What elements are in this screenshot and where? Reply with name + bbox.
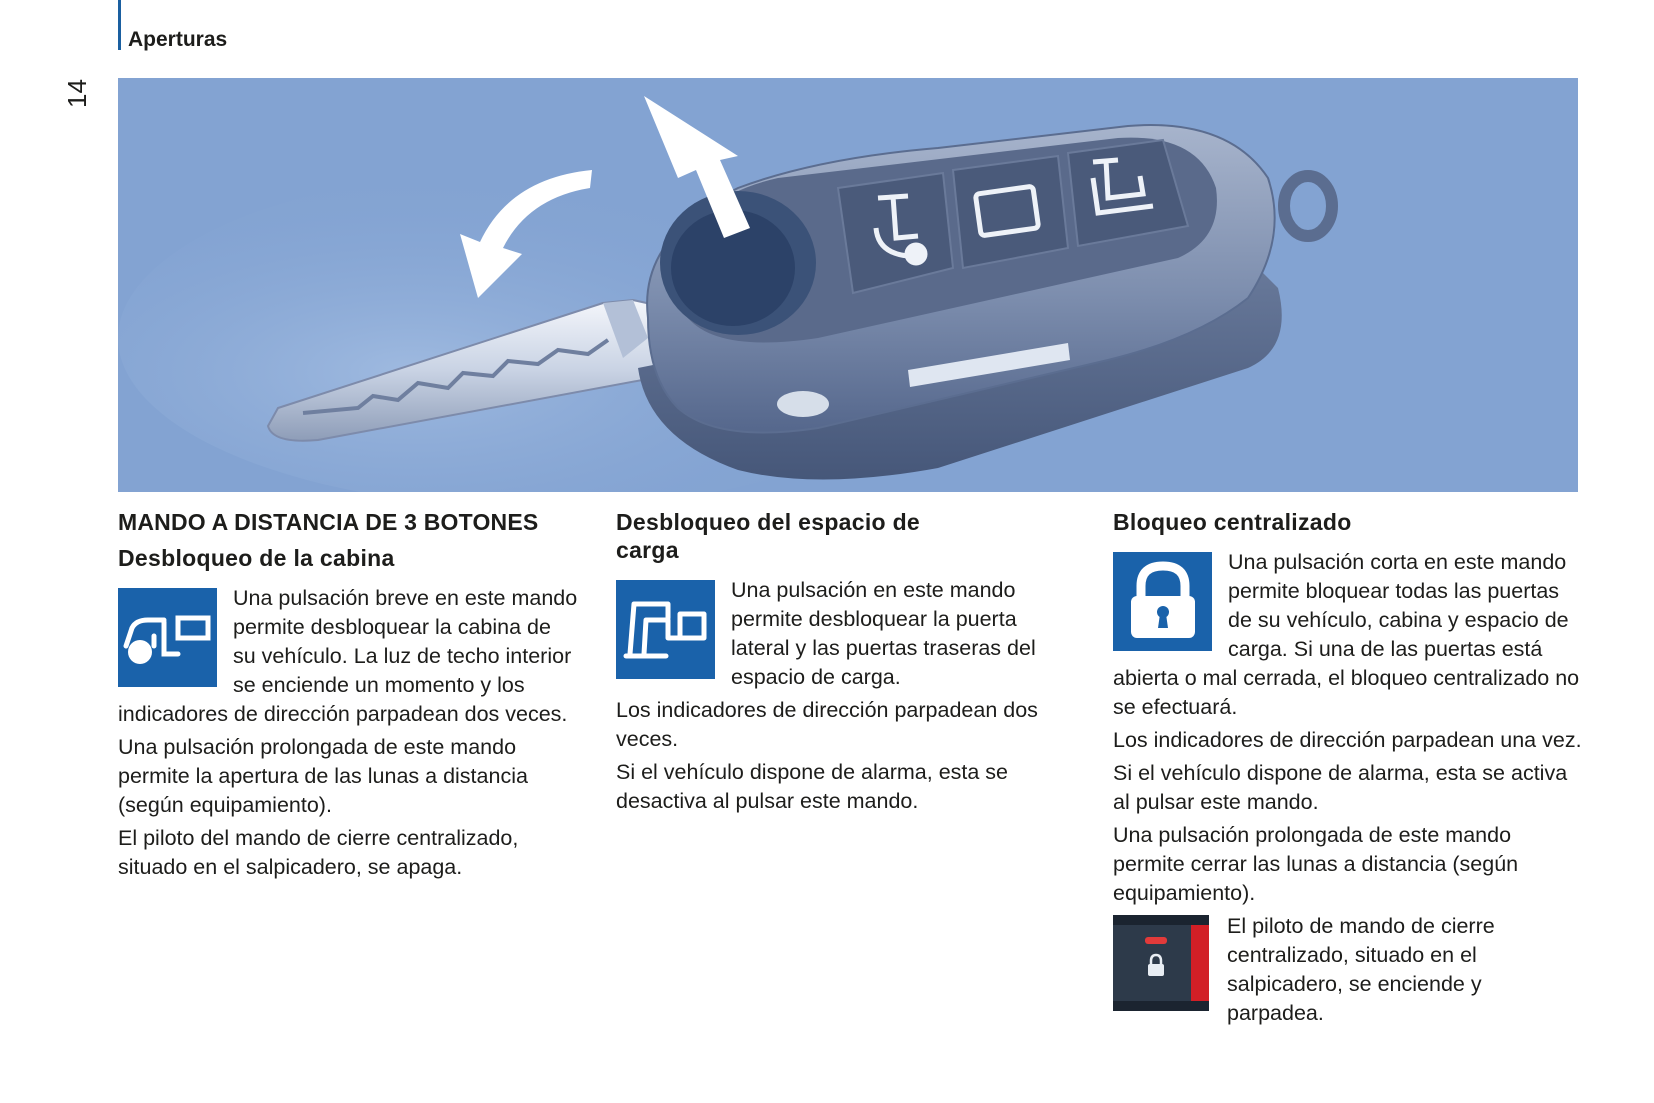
central-locking-heading: Bloqueo centralizado: [1113, 509, 1352, 535]
main-heading: MANDO A DISTANCIA DE 3 BOTONES: [118, 509, 539, 535]
cargo-unlock-paragraph-3: Si el vehículo dispone de alarma, esta se desactiva al pulsar este mando.: [616, 760, 1009, 813]
cab-unlock-paragraph-1: Una pulsación breve en este mando permite desbloquear la cabina de su vehículo. La luz de techo interior se enciende un momento y los indicadores de dirección parpadean dos veces.: [118, 586, 578, 726]
cargo-unlock-paragraph-2: Los indicadores de dirección parpadean dos veces.: [616, 698, 1038, 751]
cargo-unlock-paragraph-1: Una pulsación en este mando permite desbloquear la puerta lateral y las puertas traseras del espacio de carga.: [731, 578, 1036, 689]
cab-unlock-icon: [118, 588, 217, 687]
header-accent-bar: [118, 0, 121, 50]
column-cab-unlock: [118, 508, 578, 886]
cargo-unlock-heading: Desbloqueo del espacio de carga: [616, 509, 921, 563]
central-locking-paragraph-3: Si el vehículo dispone de alarma, esta se activa al pulsar este mando.: [1113, 761, 1568, 814]
central-locking-paragraph-5: El piloto de mando de cierre centralizado, situado en el salpicadero, se enciende y parpadea.: [1227, 914, 1495, 1025]
central-locking-paragraph-2: Los indicadores de dirección parpadean una vez.: [1113, 728, 1582, 752]
section-title: Aperturas: [128, 28, 228, 51]
cab-unlock-paragraph-2: Una pulsación prolongada de este mando permite la apertura de las lunas a distancia (según equipamiento).: [118, 735, 528, 817]
remote-key-illustration: [118, 78, 1578, 492]
column-cargo-unlock: [616, 508, 1076, 820]
lock-icon: [1113, 552, 1212, 651]
central-locking-paragraph-1: Una pulsación corta en este mando permite bloquear todas las puertas de su vehículo, cabina y espacio de carga. Si una de las puertas está abierta o mal cerrada, el bloqueo centralizado no se efectuará.: [1113, 550, 1580, 719]
page-number: 14: [62, 79, 92, 108]
cargo-unlock-icon: [616, 580, 715, 679]
cab-unlock-paragraph-3: El piloto del mando de cierre centralizado, situado en el salpicadero, se apaga.: [118, 826, 519, 879]
central-locking-paragraph-4: Una pulsación prolongada de este mando permite cerrar las lunas a distancia (según equipamiento).: [1113, 823, 1519, 905]
column-central-locking: [1113, 508, 1583, 1032]
dashboard-lock-indicator-icon: [1113, 915, 1209, 1011]
cab-unlock-heading: Desbloqueo de la cabina: [118, 545, 395, 571]
